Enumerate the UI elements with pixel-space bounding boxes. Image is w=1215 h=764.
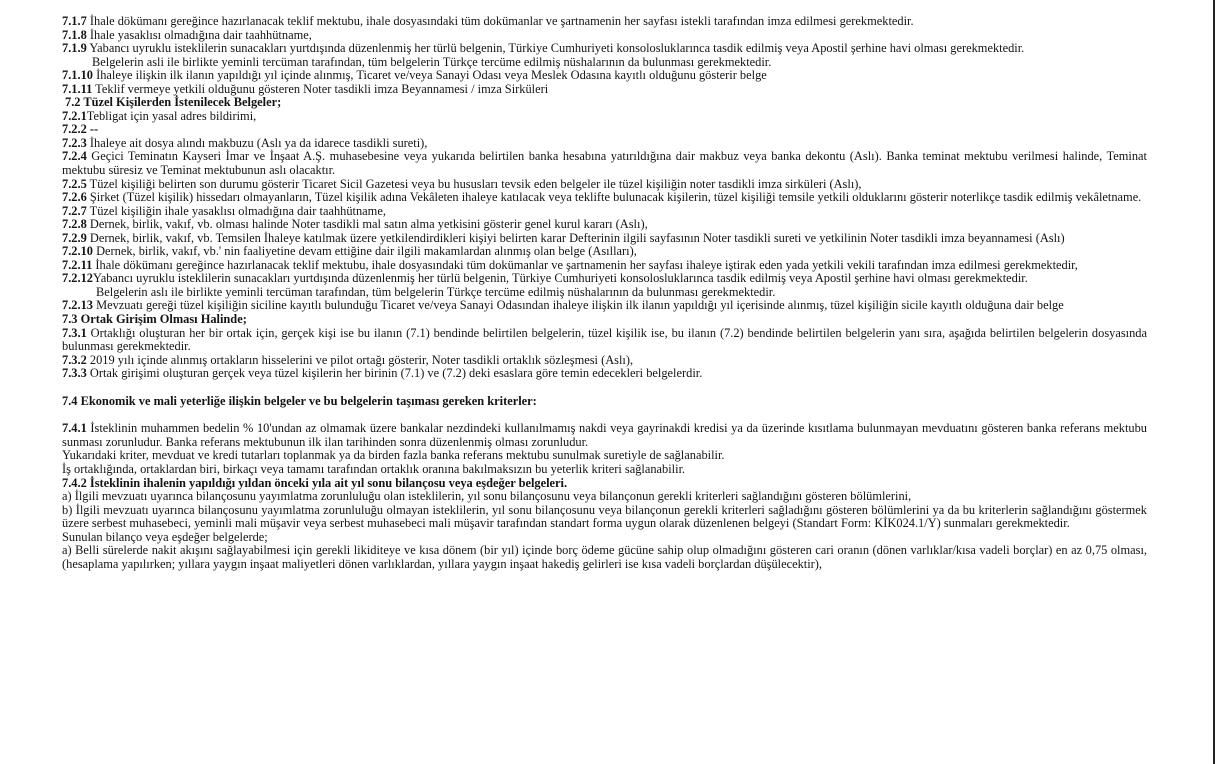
item-text: Teklif vermeye yetkili olduğunu gösteren Noter tasdikli imza Beyannamesi / imza Sirküleri bbox=[92, 81, 549, 96]
item-text: 2019 yılı içinde alınmış ortakların hisselerini ve pilot ortağı gösterir, Noter tasdikli ortaklık sözleşmesi (Aslı), bbox=[86, 352, 634, 367]
item-7-2-7 bbox=[62, 205, 1147, 219]
item-number: 7.2.3 bbox=[62, 135, 87, 150]
item-number: 7.2.7 bbox=[62, 203, 87, 218]
item-number: 7.4.1 bbox=[62, 421, 87, 436]
item-7-4-2-balance-a: a) Belli sürelerde nakit akışını sağlayabilmesi için gerekli likiditeye ve kısa dönem (bir yıl) içinde borç ödeme gücüne sahip olup olmadığını gösteren cari oranın (dönen varlıklar/kısa vadeli borçlar) en az 0,75 olması, (hesaplama yapılırken; yıllara yaygın inşaat maliyetleri dönen varlıklardan, yıllara yaygın inşaat hakediş gelirleri ise kısa vadeli borçlardan düşülecektir), bbox=[62, 543, 1147, 571]
item-7-2-9 bbox=[62, 232, 1147, 246]
item-text: Dernek, birlik, vakıf, vb. Temsilen İhaleye katılmak üzere yetkilendirdikleri kişiyi belirten karar Defterinin ilgili sayfasının Noter tasdikli sureti ve yetkilinin Noter tasdikli imza beyannamesi (Aslı) bbox=[86, 230, 1065, 245]
item-7-4-2-a: a) İlgili mevzuatı uyarınca bilançosunu yayımlatma zorunluluğu olan isteklilerin, yıl sonu bilançosunu veya bilançonun gerekli kriterleri sağlandığını gösteren bölümlerini, bbox=[62, 489, 912, 504]
section-heading-7-3: 7.3 Ortak Girişim Olması Halinde; bbox=[62, 312, 247, 327]
spacer bbox=[62, 408, 1147, 422]
item-number: 7.3.3 bbox=[62, 366, 87, 381]
item-number: 7.3.2 bbox=[62, 352, 87, 367]
item-7-4-1 bbox=[62, 422, 1147, 449]
item-text: Tüzel kişiliğin ihale yasaklısı olmadığına dair taahhütname, bbox=[86, 203, 386, 218]
item-text: Ortaklığı oluşturan her bir ortak için, gerçek kişi ise bu ilanın (7.1) bendinde belirtilen belgelerin, tüzel kişilik ise, bu ilanın (7.2) bendinde belirtilen belgelerin yanı sıra, aşağıda belirtilen belgelerin dosyasında bulunması gerekmektedir. bbox=[62, 325, 1147, 354]
item-text: İhale dökümanı gereğince hazırlanacak teklif mektubu, ihale dosyasındaki tüm dokümanlar ve şartnamenin her sayfası ihaleye iştirak eden yada yetkili vekili tarafından imza edilmesi gerekmektedir, bbox=[92, 257, 1078, 272]
section-heading-7-2: 7.2 Tüzel Kişilerden İstenilecek Belgeler; bbox=[65, 95, 282, 110]
item-7-4-2-b: b) İlgili mevzuatı uyarınca bilançosunu yayımlatma zorunluluğu olmayan isteklilerin, yıl sonu bilançosunu veya bilançonun gerekli kriterleri sağladığını gösteren bölümlerini ya da bu kriterlerin sağlandığını göstermek üzere serbest muhasebeci, yeminli mali müşavir veya serbest muhasebeci mali müşavir tarafından standart forma uygun olarak düzenlenen belgeyi (Standart Form: KİK024.1/Y) sunmaları gerekmektedir. bbox=[62, 502, 1147, 531]
item-7-1-8 bbox=[62, 29, 1147, 43]
item-number: 7.2.1 bbox=[62, 108, 87, 123]
item-7-2-1 bbox=[62, 110, 1147, 124]
item-7-1-10 bbox=[62, 69, 1147, 83]
item-7-2-10 bbox=[62, 245, 1147, 259]
document-body bbox=[62, 15, 1147, 571]
item-text: İhaleye ait dosya alındı makbuzu (Aslı ya da idarece tasdikli sureti), bbox=[86, 135, 428, 150]
item-7-2-8 bbox=[62, 218, 1147, 232]
item-text: İsteklinin ihalenin yapıldığı yıldan önceki yıla ait yıl sonu bilançosu veya eşdeğer belgeleri. bbox=[86, 475, 568, 490]
item-7-1-7 bbox=[62, 15, 1147, 29]
item-number: 7.1.7 bbox=[62, 14, 87, 28]
item-7-1-11 bbox=[62, 83, 1147, 97]
item-7-1-9-continuation: Belgelerin asli ile birlikte yeminli tercüman tarafından, tüm belgelerin Türkçe tercüme edilmiş nüshalarının da bulunması gerekmektedir. bbox=[92, 54, 772, 69]
item-number: 7.2.4 bbox=[62, 149, 87, 164]
item-text: Mevzuatı gereği tüzel kişiliğin siciline kayıtlı bulunduğu Ticaret ve/veya Sanayi Odasından ihaleye ilişkin ilk ilanın yapıldığı yıl içerisinde alınmış, tüzel kişiliğin sicile kayıtlı olduğuna dair belge bbox=[92, 298, 1064, 313]
item-number: 7.1.9 bbox=[62, 41, 87, 56]
item-text: İhale yasaklısı olmadığına dair taahhütname, bbox=[86, 27, 312, 42]
spacer bbox=[62, 381, 1147, 395]
item-7-2-12 bbox=[62, 272, 1147, 286]
item-text: Geçici Teminatın Kayseri İmar ve İnşaat A.Ş. muhasebesine veya yukarıda belirtilen banka hesabına yatırıldığına dair makbuz veya banka dekontu (Aslı). Banka teminat mektubu verilmesi halinde, Teminat mektubu süresiz ve Teminat mektubunun aslı olacaktır. bbox=[62, 149, 1147, 178]
item-text: Dernek, birlik, vakıf, vb. olması halinde Noter tasdikli mal satın alma yetkisini gösterir genel kurul kararı (Aslı), bbox=[86, 217, 648, 232]
item-7-3-2 bbox=[62, 354, 1147, 368]
item-text: Şirket (Tüzel kişilik) hissedarı olmayanların, Tüzel kişilik adına Vekâleten ihaleye katılacak veya teklifte bulunacak kişilerin, tüzel kişiliği temsile yetkili olduklarını gösterir noterlikçe tasdik edilmiş vekâletname. bbox=[86, 190, 1142, 205]
item-number: 7.2.11 bbox=[62, 257, 93, 272]
item-text: İsteklinin muhammen bedelin % 10'undan az olmamak üzere bankalar nezdindeki kullanılmamış nakdi veya gayrinakdi kredisi ya da üzerinde kısıtlama bulunmayan mevduatını gösteren banka referans mektubu sunması zorunludur. Banka referans mektubunun ilk ilan tarihinden sonra düzenlenmiş olması zorunludur. bbox=[62, 421, 1147, 449]
item-7-2-6 bbox=[62, 191, 1147, 205]
item-number: 7.1.10 bbox=[62, 68, 93, 83]
item-number: 7.2.12 bbox=[62, 271, 93, 286]
item-number: 7.3.1 bbox=[62, 325, 87, 340]
section-heading-7-4: 7.4 Ekonomik ve mali yeterliğe ilişkin belgeler ve bu belgelerin taşıması gereken kriterler: bbox=[62, 393, 537, 408]
item-text: Yabancı uyruklu isteklilerin sunacakları yurtdışında düzenlenmiş her türlü belgenin, Türkiye Cumhuriyeti konsolosluklarınca tasdik edilmiş veya Apostil şerhine havi olması gerekmektedir. bbox=[86, 41, 1025, 56]
item-number: 7.2.9 bbox=[62, 230, 87, 245]
item-text: Ortak girişimi oluşturan gerçek veya tüzel kişilerin her birinin (7.1) ve (7.2) deki esaslara göre temin edecekleri belgelerdir. bbox=[86, 366, 703, 381]
item-number: 7.2.2 -- bbox=[62, 122, 99, 137]
item-number: 7.2.8 bbox=[62, 217, 87, 232]
item-number: 7.2.6 bbox=[62, 190, 87, 205]
item-7-2-12-continuation: Belgelerin aslı ile birlikte yeminli tercüman tarafından, tüm belgelerin Türkçe tercüme edilmiş nüshalarının da bulunması gerekmektedir. bbox=[96, 284, 776, 299]
item-number: 7.1.8 bbox=[62, 27, 87, 42]
item-7-3-1 bbox=[62, 327, 1147, 354]
item-number: 7.1.11 bbox=[62, 81, 93, 96]
item-text: İhaleye ilişkin ilk ilanın yapıldığı yıl içinde alınmış, Ticaret ve/veya Sanayi Odası veya Meslek Odasına kayıtlı olduğunu gösterir belge bbox=[92, 68, 767, 83]
item-text: Dernek, birlik, vakıf, vb.' nin faaliyetine devam ettiğine dair ilgili makamlardan alınmış olan belge (Asılları), bbox=[92, 244, 637, 259]
item-number: 7.2.5 bbox=[62, 176, 87, 191]
item-7-3-3 bbox=[62, 367, 1147, 381]
item-7-4-2 bbox=[62, 477, 1147, 491]
item-7-1-9 bbox=[62, 42, 1147, 56]
item-number: 7.2.10 bbox=[62, 244, 93, 259]
item-text: Yabancı uyruklu isteklilerin sunacakları yurtdışında düzenlenmiş her türlü belgenin, Türkiye Cumhuriyeti konsolosluklarınca tasdik edilmiş veya Apostil şerhine havi olması gerekmektedir. bbox=[92, 271, 1028, 286]
item-number: 7.4.2 bbox=[62, 475, 87, 490]
item-text: Tüzel kişiliği belirten son durumu gösterir Ticaret Sicil Gazetesi veya bu hususları tevsik eden belgeler ile tüzel kişiliğin noter tasdikli imza sirküleri (Aslı), bbox=[86, 176, 862, 191]
item-7-4-1-note-1: Yukarıdaki kriter, mevduat ve kredi tutarları toplanmak ya da birden fazla banka referans mektubu sunulmak suretiyle de sağlanabilir. bbox=[62, 448, 725, 463]
item-7-4-2-balance-intro: Sunulan bilanço veya eşdeğer belgelerde; bbox=[62, 529, 268, 544]
item-7-4-1-note-2: İş ortaklığında, ortaklardan biri, birkaçı veya tamamı tarafından ortaklık oranına bakılmaksızın bu yeterlik kriteri sağlanabilir. bbox=[62, 461, 686, 476]
item-7-2-2 bbox=[62, 123, 1147, 137]
item-number: 7.2.13 bbox=[62, 298, 93, 313]
item-7-2-11 bbox=[62, 259, 1147, 273]
item-text: İhale dökümanı gereğince hazırlanacak teklif mektubu, ihale dosyasındaki tüm dokümanlar ve şartnamenin her sayfası istekli tarafından imza edilmesi gerekmektedir. bbox=[86, 14, 914, 28]
item-7-2-13 bbox=[62, 299, 1147, 313]
item-7-2-5 bbox=[62, 178, 1147, 192]
item-7-2-4 bbox=[62, 150, 1147, 177]
item-text: Tebligat için yasal adres bildirimi, bbox=[86, 108, 257, 123]
item-7-2-3 bbox=[62, 137, 1147, 151]
